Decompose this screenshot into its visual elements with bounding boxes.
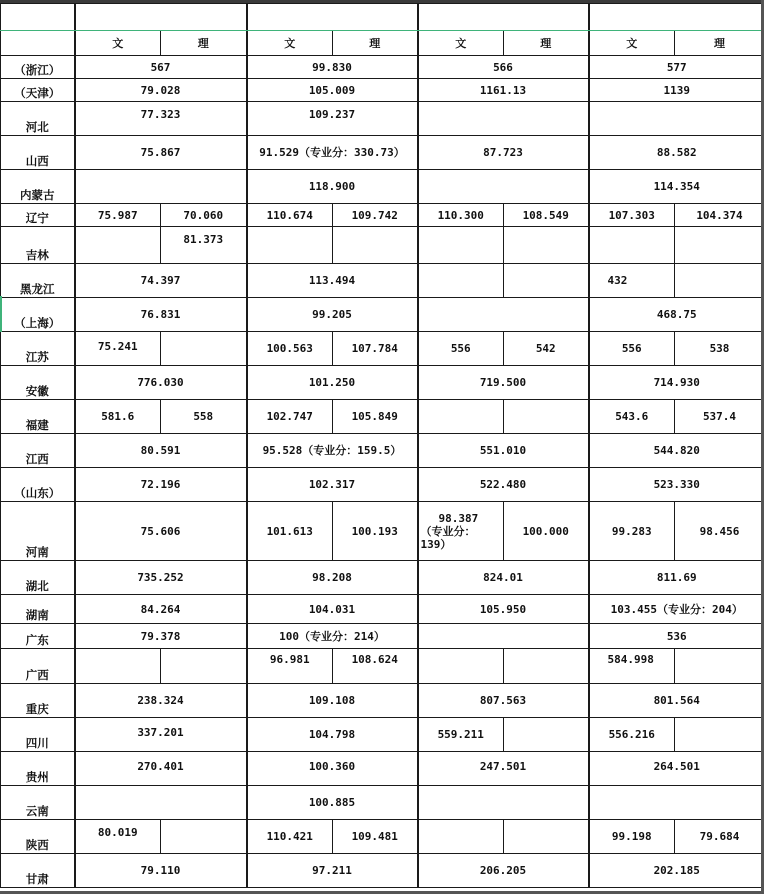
score-cell[interactable]: 584.998 <box>589 649 675 684</box>
score-cell[interactable]: 99.205 <box>247 298 418 332</box>
score-cell[interactable]: 81.373 <box>161 227 247 264</box>
score-cell[interactable]: 77.323 <box>75 102 247 136</box>
province-cell[interactable]: 湖南 <box>1 595 75 624</box>
score-cell[interactable]: 109.108 <box>247 684 418 718</box>
score-cell[interactable]: 118.900 <box>247 170 418 204</box>
score-cell[interactable]: 801.564 <box>589 684 764 718</box>
table-row <box>1 366 764 400</box>
score-cell[interactable]: 202.185 <box>589 854 764 888</box>
score-cell[interactable]: 98.456 <box>675 502 764 561</box>
score-cell[interactable]: 70.060 <box>161 204 247 227</box>
province-cell[interactable]: 内蒙古 <box>1 170 75 204</box>
table-row <box>1 434 764 468</box>
score-cell[interactable] <box>589 786 764 820</box>
row-selection-marker <box>0 296 2 332</box>
score-cell[interactable] <box>504 820 589 854</box>
province-cell[interactable]: 贵州 <box>1 752 75 786</box>
score-cell[interactable]: 75.987 <box>75 204 161 227</box>
score-cell[interactable]: 523.330 <box>589 468 764 502</box>
score-cell[interactable]: 91.529（专业分：330.73） <box>247 136 418 170</box>
header-li[interactable]: 理 <box>675 31 764 56</box>
score-cell[interactable]: 74.397 <box>75 264 247 298</box>
score-cell[interactable]: 100.193 <box>333 502 418 561</box>
score-cell[interactable]: 544.820 <box>589 434 764 468</box>
selection-guide-line <box>0 30 764 31</box>
score-cell[interactable]: 559.211 <box>418 718 504 752</box>
score-cell[interactable]: 79.028 <box>75 79 247 102</box>
score-cell[interactable] <box>675 227 764 264</box>
score-cell[interactable]: 100.000 <box>504 502 589 561</box>
score-cell[interactable] <box>418 400 504 434</box>
score-cell[interactable] <box>504 718 589 752</box>
score-cell[interactable]: 714.930 <box>589 366 764 400</box>
score-cell[interactable]: 110.300 <box>418 204 504 227</box>
score-cell[interactable]: 542 <box>504 332 589 366</box>
province-cell[interactable]: 湖北 <box>1 561 75 595</box>
cell-line: （专业分： <box>420 524 476 538</box>
score-cell[interactable]: 104.031 <box>247 595 418 624</box>
table-row <box>1 820 764 854</box>
table-row <box>1 170 764 204</box>
score-cell[interactable]: 105.950 <box>418 595 589 624</box>
header-wen[interactable]: 文 <box>589 31 675 56</box>
score-cell[interactable]: 556 <box>418 332 504 366</box>
score-cell[interactable]: 80.019 <box>75 820 161 854</box>
score-cell[interactable] <box>75 649 161 684</box>
score-cell[interactable]: 79.378 <box>75 624 247 649</box>
table-row <box>1 332 764 366</box>
score-cell[interactable]: 108.549 <box>504 204 589 227</box>
score-cell[interactable]: 581.6 <box>75 400 161 434</box>
table-row <box>1 56 764 79</box>
province-cell[interactable]: 黑龙江 <box>1 264 75 298</box>
score-cell[interactable] <box>504 649 589 684</box>
score-cell[interactable] <box>418 649 504 684</box>
score-cell[interactable]: 87.723 <box>418 136 589 170</box>
score-cell[interactable]: 264.501 <box>589 752 764 786</box>
province-cell[interactable]: （浙江） <box>1 56 75 79</box>
score-cell[interactable]: 104.374 <box>675 204 764 227</box>
score-cell[interactable] <box>333 227 418 264</box>
score-cell[interactable]: 107.784 <box>333 332 418 366</box>
score-cell[interactable]: 102.317 <box>247 468 418 502</box>
score-cell[interactable]: 107.303 <box>589 204 675 227</box>
score-cell[interactable]: 556 <box>589 332 675 366</box>
province-cell[interactable]: 福建 <box>1 400 75 434</box>
subject-header-row <box>1 31 764 56</box>
score-cell[interactable] <box>675 718 764 752</box>
score-cell[interactable]: 113.494 <box>247 264 418 298</box>
score-cell[interactable]: 551.010 <box>418 434 589 468</box>
score-cell[interactable]: 807.563 <box>418 684 589 718</box>
score-cell[interactable]: 79.110 <box>75 854 247 888</box>
score-cell[interactable]: 110.421 <box>247 820 333 854</box>
header-wen[interactable]: 文 <box>75 31 161 56</box>
score-cell[interactable]: 99.283 <box>589 502 675 561</box>
cell[interactable] <box>1 31 75 56</box>
table-row <box>1 718 764 752</box>
score-cell[interactable]: 337.201 <box>75 718 247 752</box>
table-row <box>1 649 764 684</box>
table-row <box>1 752 764 786</box>
province-cell[interactable]: 吉林 <box>1 227 75 264</box>
table-row <box>1 79 764 102</box>
province-cell[interactable]: 河南 <box>1 502 75 561</box>
score-cell[interactable]: 100.563 <box>247 332 333 366</box>
score-cell[interactable]: 432 <box>589 264 675 298</box>
score-cell[interactable]: 577 <box>589 56 764 79</box>
score-cell[interactable]: 270.401 <box>75 752 247 786</box>
score-cell[interactable] <box>589 227 675 264</box>
score-cell[interactable]: 100.360 <box>247 752 418 786</box>
score-cell[interactable]: 811.69 <box>589 561 764 595</box>
cell-line: 98.387 <box>438 511 479 525</box>
table-row <box>1 400 764 434</box>
score-cell[interactable]: 538 <box>675 332 764 366</box>
score-cell[interactable] <box>504 264 589 298</box>
score-cell[interactable]: 95.528（专业分：159.5） <box>247 434 418 468</box>
table-row <box>1 624 764 649</box>
score-cell[interactable] <box>161 649 247 684</box>
header-li[interactable]: 理 <box>161 31 247 56</box>
score-cell[interactable]: 566 <box>418 56 589 79</box>
score-cell[interactable] <box>75 170 247 204</box>
score-cell[interactable] <box>161 820 247 854</box>
score-cell[interactable]: 75.606 <box>75 502 247 561</box>
score-cell[interactable]: 543.6 <box>589 400 675 434</box>
score-cell[interactable]: 104.798 <box>247 718 418 752</box>
score-cell[interactable] <box>247 227 333 264</box>
score-cell[interactable]: 88.582 <box>589 136 764 170</box>
score-cell[interactable]: 105.849 <box>333 400 418 434</box>
cell[interactable] <box>1 4 75 31</box>
score-cell[interactable]: 558 <box>161 400 247 434</box>
score-cell[interactable] <box>75 227 161 264</box>
table-row <box>1 227 764 264</box>
header-wen[interactable]: 文 <box>418 31 504 56</box>
province-cell[interactable]: （山东） <box>1 468 75 502</box>
score-cell[interactable]: 522.480 <box>418 468 589 502</box>
province-cell[interactable]: 广西 <box>1 649 75 684</box>
score-cell[interactable] <box>418 820 504 854</box>
score-cell[interactable] <box>504 227 589 264</box>
score-cell[interactable]: 247.501 <box>418 752 589 786</box>
cell[interactable] <box>589 4 764 31</box>
score-cell[interactable] <box>418 170 589 204</box>
province-cell[interactable]: 辽宁 <box>1 204 75 227</box>
score-cell[interactable]: 99.198 <box>589 820 675 854</box>
score-cell[interactable]: 556.216 <box>589 718 675 752</box>
score-cell[interactable]: 79.684 <box>675 820 764 854</box>
province-cell[interactable]: 重庆 <box>1 684 75 718</box>
score-cell[interactable]: 84.264 <box>75 595 247 624</box>
score-cell[interactable] <box>589 102 764 136</box>
table-row <box>1 684 764 718</box>
score-cell[interactable]: 468.75 <box>589 298 764 332</box>
province-cell[interactable]: 江西 <box>1 434 75 468</box>
score-cell[interactable] <box>418 264 504 298</box>
score-cell[interactable]: 101.613 <box>247 502 333 561</box>
score-cell[interactable]: 101.250 <box>247 366 418 400</box>
score-cell[interactable]: 76.831 <box>75 298 247 332</box>
score-cell[interactable]: 105.009 <box>247 79 418 102</box>
score-cell[interactable]: 537.4 <box>675 400 764 434</box>
table-row <box>1 561 764 595</box>
province-cell[interactable]: 广东 <box>1 624 75 649</box>
header-li[interactable]: 理 <box>333 31 418 56</box>
cell-line: 139） <box>420 537 452 551</box>
score-cell[interactable]: 98.208 <box>247 561 418 595</box>
blank-header-row <box>1 4 764 31</box>
header-wen[interactable]: 文 <box>247 31 333 56</box>
cell[interactable] <box>418 4 589 31</box>
score-cell[interactable]: 103.455（专业分：204） <box>589 595 764 624</box>
table-row <box>1 502 764 561</box>
score-cell[interactable]: 735.252 <box>75 561 247 595</box>
province-cell[interactable]: 甘肃 <box>1 854 75 888</box>
header-li[interactable]: 理 <box>504 31 589 56</box>
score-cell[interactable]: 100（专业分：214） <box>247 624 418 649</box>
table-row <box>1 786 764 820</box>
cell[interactable] <box>247 4 418 31</box>
cell[interactable] <box>75 4 247 31</box>
province-cell[interactable]: 安徽 <box>1 366 75 400</box>
table-row <box>1 102 764 136</box>
score-cell[interactable]: 109.742 <box>333 204 418 227</box>
score-cell[interactable]: 99.830 <box>247 56 418 79</box>
score-cell[interactable]: 80.591 <box>75 434 247 468</box>
score-cell[interactable]: 776.030 <box>75 366 247 400</box>
score-cell[interactable]: 1139 <box>589 79 764 102</box>
province-cell[interactable]: 江苏 <box>1 332 75 366</box>
score-cell[interactable] <box>504 400 589 434</box>
score-cell[interactable] <box>161 332 247 366</box>
score-table <box>0 3 764 888</box>
score-cell[interactable] <box>75 786 247 820</box>
score-cell[interactable]: 109.237 <box>247 102 418 136</box>
score-cell[interactable]: 75.241 <box>75 332 161 366</box>
table-row <box>1 136 764 170</box>
province-cell[interactable]: （天津） <box>1 79 75 102</box>
table-row <box>1 204 764 227</box>
province-cell[interactable]: （上海） <box>1 298 75 332</box>
score-cell[interactable] <box>418 786 589 820</box>
score-cell[interactable]: 102.747 <box>247 400 333 434</box>
table-row <box>1 264 764 298</box>
score-cell[interactable]: 536 <box>589 624 764 649</box>
score-cell[interactable]: 719.500 <box>418 366 589 400</box>
score-cell[interactable]: 97.211 <box>247 854 418 888</box>
table-row <box>1 595 764 624</box>
score-cell[interactable] <box>675 649 764 684</box>
province-cell[interactable]: 河北 <box>1 102 75 136</box>
score-cell[interactable] <box>418 298 589 332</box>
score-cell[interactable]: 108.624 <box>333 649 418 684</box>
score-cell[interactable]: 567 <box>75 56 247 79</box>
score-cell[interactable]: 72.196 <box>75 468 247 502</box>
province-cell[interactable]: 山西 <box>1 136 75 170</box>
table-row <box>1 468 764 502</box>
score-cell[interactable]: 100.885 <box>247 786 418 820</box>
score-cell[interactable] <box>418 624 589 649</box>
score-cell[interactable]: 114.354 <box>589 170 764 204</box>
score-cell[interactable]: 1161.13 <box>418 79 589 102</box>
province-cell[interactable]: 陕西 <box>1 820 75 854</box>
score-cell[interactable]: 824.01 <box>418 561 589 595</box>
score-cell[interactable]: 109.481 <box>333 820 418 854</box>
score-cell[interactable]: 75.867 <box>75 136 247 170</box>
score-cell[interactable] <box>675 264 764 298</box>
top-border <box>0 0 764 3</box>
score-cell[interactable]: 110.674 <box>247 204 333 227</box>
score-cell[interactable] <box>418 227 504 264</box>
score-cell[interactable]: 238.324 <box>75 684 247 718</box>
score-cell[interactable]: 206.205 <box>418 854 589 888</box>
table-row <box>1 298 764 332</box>
score-cell-multiline[interactable] <box>418 502 504 561</box>
score-cell[interactable] <box>418 102 589 136</box>
score-cell[interactable]: 96.981 <box>247 649 333 684</box>
province-cell[interactable]: 云南 <box>1 786 75 820</box>
table-row <box>1 854 764 888</box>
province-cell[interactable]: 四川 <box>1 718 75 752</box>
